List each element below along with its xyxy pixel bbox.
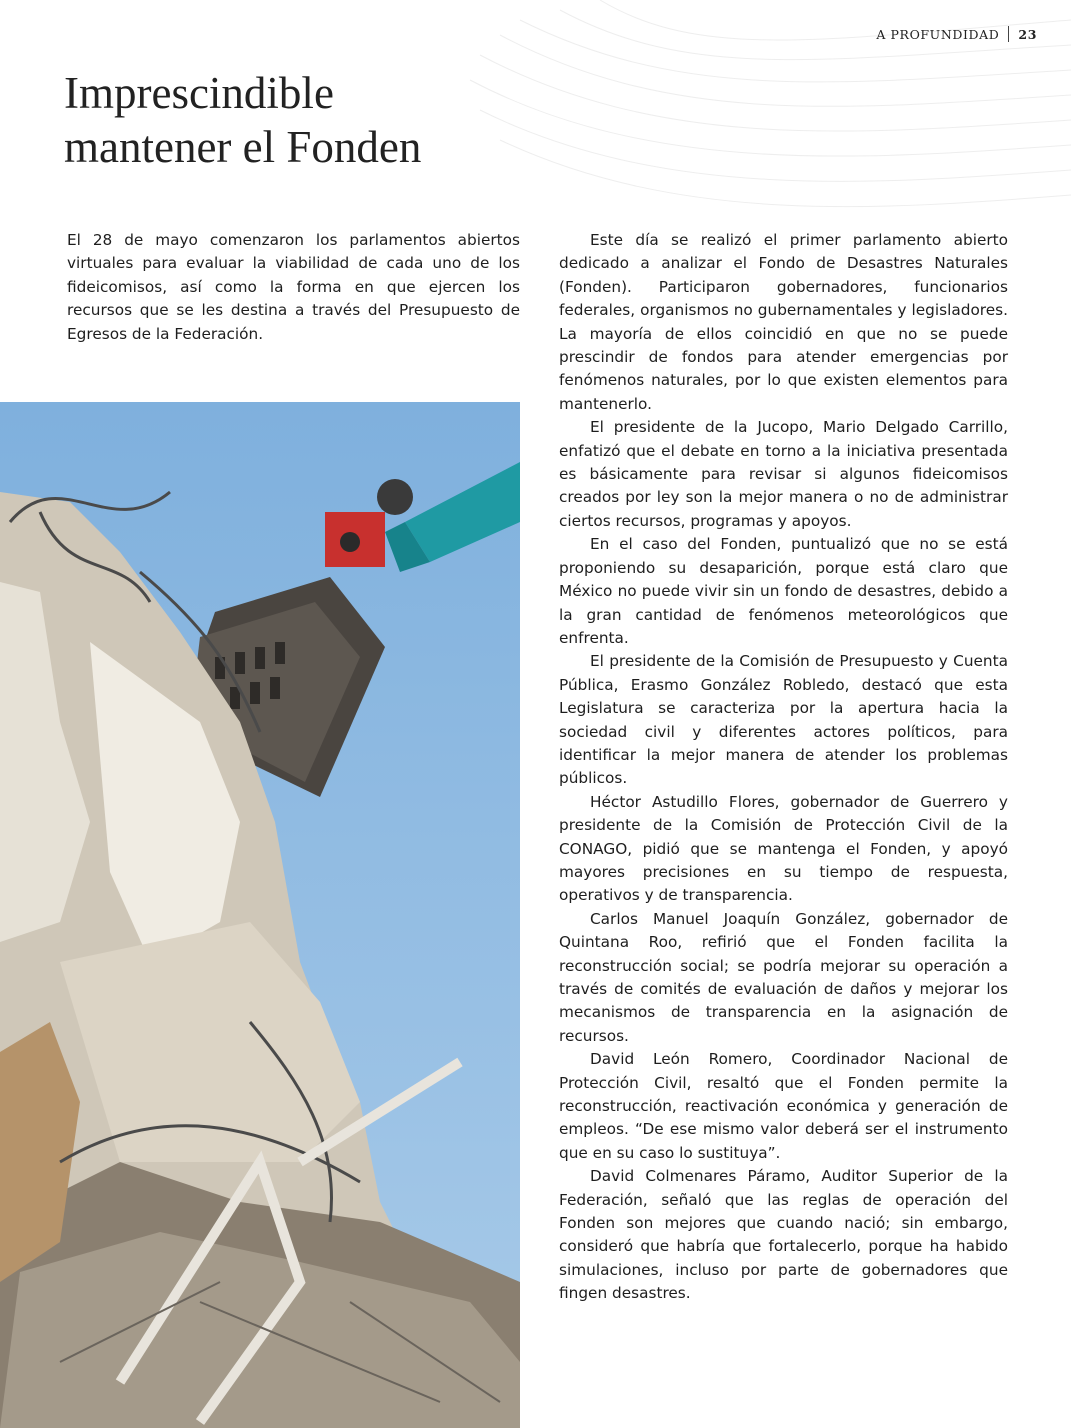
header-divider (1008, 26, 1009, 42)
body-paragraph: Héctor Astudillo Flores, gobernador de Guerrero y presidente de la Comisión de Protección Civil de la CONAGO, pidió que se mantenga el Fonden, y apoyó mayores precisiones en su tiempo de respuesta, operativos y de transparencia. (559, 792, 1008, 905)
article-body (559, 229, 1008, 1306)
body-paragraph: Carlos Manuel Joaquín González, gobernador de Quintana Roo, refirió que el Fonden facilita la reconstrucción social; se podría mejorar su operación a través de comités de evaluación de daños y mejorar los mecanismos de transparencia en la asignación de recursos. (559, 909, 1008, 1045)
article-title (64, 66, 584, 174)
demolition-photo (0, 402, 520, 1428)
body-paragraph: En el caso del Fonden, puntualizó que no se está proponiendo su desaparición, porque está claro que México no puede vivir sin un fondo de desastres, debido a la gran cantidad de fenómenos meteorológicos que enfrenta. (559, 535, 1008, 647)
body-paragraph: David León Romero, Coordinador Nacional de Protección Civil, resaltó que el Fonden permite la reconstrucción, reactivación económica y generación de empleos. “De ese mismo valor deberá ser el instrumento que en su caso lo sustituya”. (559, 1050, 1008, 1162)
page-number: 23 (1018, 26, 1037, 42)
title-line-1: Imprescindible (64, 68, 334, 118)
intro-paragraph: El 28 de mayo comenzaron los parlamentos abiertos virtuales para evaluar la viabilidad de cada uno de los fideicomisos, así como la forma en que ejercen los recursos que se les destina a través del Presupuesto de Egresos de la Federación. (67, 231, 520, 343)
title-line-2: mantener el Fonden (64, 122, 422, 172)
body-paragraph: El presidente de la Comisión de Presupuesto y Cuenta Pública, Erasmo González Robledo, destacó que esta Legislatura se caracteriza por la apertura hacia la sociedad civil y diferentes actores políticos, para identificar la mejor manera de atender los problemas públicos. (559, 652, 1008, 788)
page-header (876, 26, 1037, 42)
body-paragraph: Este día se realizó el primer parlamento abierto dedicado a analizar el Fondo de Desastres Naturales (Fonden). Participaron gobernadores, funcionarios federales, organismos no gubernamentales y legisladores. La mayoría de ellos coincidió en que no se puede prescindir de fondos para atender emergencias por fenómenos naturales, por lo que existen elementos para mantenerlo. (559, 231, 1008, 413)
body-paragraph: David Colmenares Páramo, Auditor Superior de la Federación, señaló que las reglas de operación del Fonden son mejores que cuando nació; sin embargo, consideró que habría que fortalecerlo, porque ha habido simulaciones, incluso por parte de gobernadores que fingen desastres. (559, 1167, 1008, 1303)
body-paragraph: El presidente de la Jucopo, Mario Delgado Carrillo, enfatizó que el debate en torno a la iniciativa presentada es básicamente para revisar si algunos fideicomisos creados por ley son la mejor manera o no de administrar ciertos recursos, programas y apoyos. (559, 418, 1008, 530)
section-label: A PROFUNDIDAD (876, 26, 1000, 42)
